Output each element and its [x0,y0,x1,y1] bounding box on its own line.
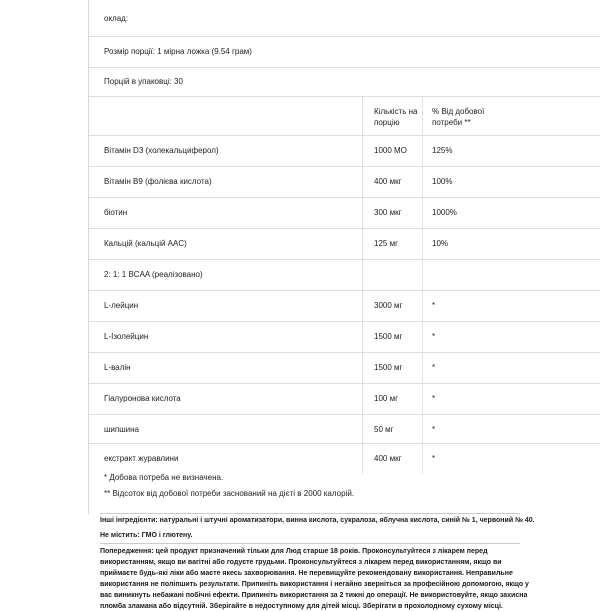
ingredient-amount: 100 мг [374,394,398,403]
ingredient-daily-value: * [432,394,436,403]
ingredient-daily-value: 100% [432,177,453,186]
amount-column-header: Кількість на порцію [374,107,418,127]
ingredient-name: L-валін [104,363,131,372]
ingredient-name: Кальцій (кальцій AAC) [104,239,187,248]
ingredient-daily-value: * [432,363,436,372]
divider [100,543,520,544]
table-row [89,414,600,443]
warning-text: Попередження: цей продукт призначений тільки для Люд старше 18 років. Проконсультуйтеся з лікарем перед використанням, якщо ви вагітні або годуєте грудьми. Проконсультуйтеся з лікарем перед використанням, якщо ви приймаєте будь-які ліки або маєте якесь захворювання. Не перевищуйте рекомендовану використання. Неправильне використання не поліпшить результати. Припиніть використання і негайно зверніться за професійною допомогою, якщо у вас виникнуть небажані побічні ефекти. Припиніть використання за 2 тижні до операції. Не використовуйте, якщо захисна пломба зламана або відсутній. Зберігайте в недоступному для дітей місці. Зберігати в прохолодному сухому місці. [100,548,529,610]
ingredient-name: Вітамін D3 (холекальциферол) [104,146,219,155]
supplement-facts-table [88,0,600,474]
table-row [89,290,600,321]
ingredient-daily-value: 10% [432,239,449,248]
ingredient-name: Гіалуронова кислота [104,394,181,403]
servings-per-container-row [89,67,600,96]
ingredient-name: екстракт журавлини [104,454,179,463]
table-row [89,321,600,352]
okland-row [89,0,600,36]
table-row [89,166,600,197]
footnote-not-established: * Добова потреба не визначена. [104,473,224,482]
table-row [89,259,600,290]
ingredient-name: Вітамін В9 (фолієва кислота) [104,177,212,186]
table-row [89,228,600,259]
table-row [89,197,600,228]
ingredient-daily-value: * [432,425,436,434]
serving-size: Розмір порції: 1 мірна ложка (9.54 грам) [104,47,252,56]
ingredient-daily-value: 1000% [432,208,457,217]
ingredient-daily-value: 125% [432,146,453,155]
other-ingredients: Інші інгредієнти: натуральні і штучні ароматизатори, винна кислота, сукралоза, яблучна кислота, синій № 1, червоний № 40. [100,517,535,524]
daily-value-column-header: % Від добової потреби ** [432,107,485,127]
ingredient-amount: 125 мг [374,239,398,248]
ingredient-name: L-лейцин [104,301,139,310]
okland-label: оклад: [104,14,129,23]
serving-size-row [89,36,600,67]
ingredient-name: L-Ізолейцин [104,332,149,341]
table-row [89,135,600,166]
ingredient-daily-value: * [432,332,436,341]
ingredient-daily-value: * [432,454,436,463]
ingredient-name: біотин [104,208,128,217]
ingredient-amount: 1500 мг [374,363,403,372]
free-from: Не містить: ГМО і глютену. [100,532,193,539]
ingredient-amount: 1500 мг [374,332,403,341]
servings-per-container: Порцій в упаковці: 30 [104,77,183,86]
ingredient-name: шипшина [104,425,139,434]
table-row [89,383,600,414]
divider [100,513,520,514]
ingredient-amount: 400 мкг [374,177,402,186]
ingredient-amount: 50 мг [374,425,394,434]
ingredient-daily-value: * [432,301,436,310]
ingredient-name: 2: 1: 1 BCAA (реалізовано) [104,270,203,279]
ingredient-amount: 1000 МО [374,146,407,155]
ingredient-amount: 300 мкг [374,208,402,217]
footnote-daily-value-basis: ** Відсоток від добової потреби заснований на дієті в 2000 калорій. [104,489,355,498]
ingredient-amount: 400 мкг [374,454,402,463]
table-row [89,352,600,383]
footnotes [88,466,600,514]
ingredient-amount: 3000 мг [374,301,403,310]
table-header-row [89,96,600,135]
